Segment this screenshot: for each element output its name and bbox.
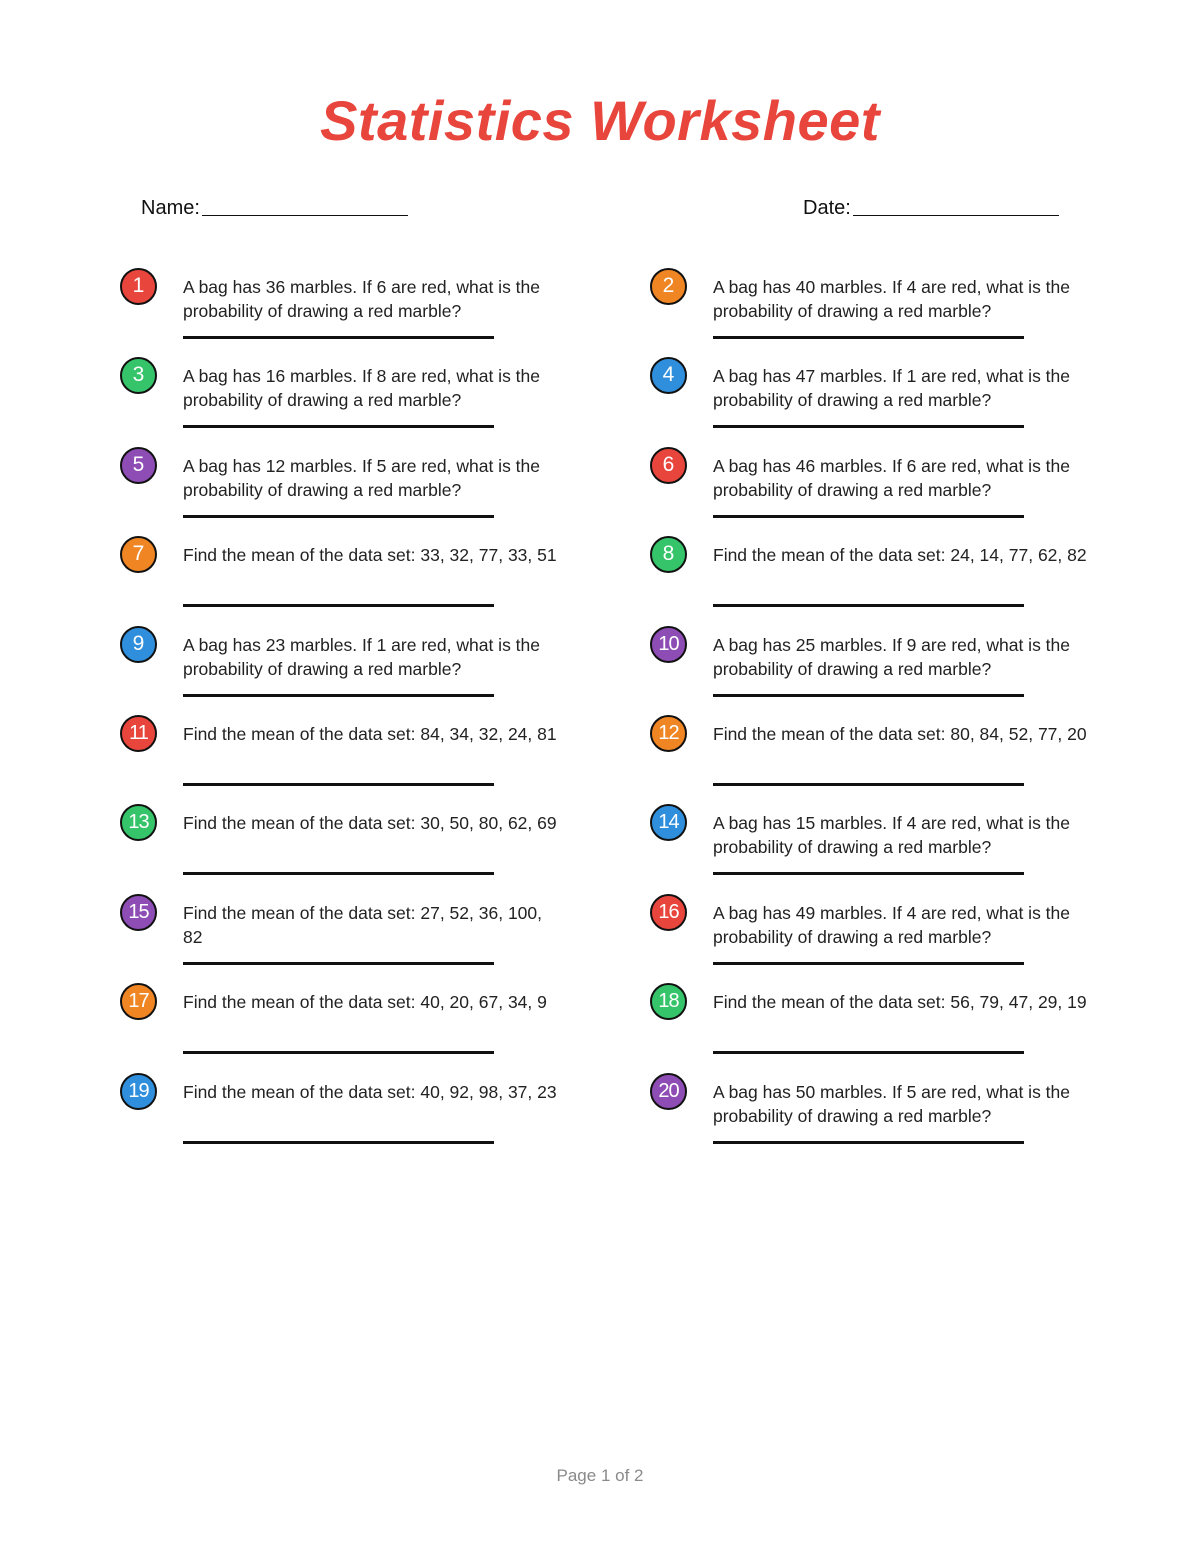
problem-item — [650, 804, 1120, 893]
problem-item — [650, 536, 1120, 625]
problem-text: A bag has 23 marbles. If 1 are red, what is the probability of drawing a red marble? — [183, 635, 541, 679]
problem-text: Find the mean of the data set: 30, 50, 80, 62, 69 — [183, 813, 557, 833]
problem-text: A bag has 50 marbles. If 5 are red, what is the probability of drawing a red marble? — [713, 1082, 1071, 1126]
answer-line[interactable] — [183, 336, 494, 339]
answer-line[interactable] — [183, 604, 494, 607]
problem-text: Find the mean of the data set: 84, 34, 32, 24, 81 — [183, 724, 557, 744]
problem-item — [120, 715, 590, 804]
problem-number-badge: 12 — [650, 715, 687, 752]
problem-number-badge: 8 — [650, 536, 687, 573]
problem-number-badge: 15 — [120, 894, 157, 931]
name-blank-line[interactable] — [202, 215, 408, 216]
problem-item — [120, 268, 590, 357]
answer-line[interactable] — [713, 694, 1024, 697]
problem-text: Find the mean of the data set: 24, 14, 77, 62, 82 — [713, 545, 1087, 565]
problem-item — [120, 626, 590, 715]
problem-number-badge: 19 — [120, 1073, 157, 1110]
problem-item — [120, 804, 590, 893]
problem-item — [120, 983, 590, 1072]
problem-number-badge: 18 — [650, 983, 687, 1020]
worksheet-title: Statistics Worksheet — [320, 89, 880, 152]
answer-line[interactable] — [713, 1141, 1024, 1144]
problem-number-badge: 7 — [120, 536, 157, 573]
date-label: Date: — [803, 197, 851, 219]
problem-text: A bag has 25 marbles. If 9 are red, what is the probability of drawing a red marble? — [713, 635, 1071, 679]
answer-line[interactable] — [713, 962, 1024, 965]
problem-item — [650, 894, 1120, 983]
problem-number-badge: 5 — [120, 447, 157, 484]
answer-line[interactable] — [713, 872, 1024, 875]
answer-line[interactable] — [713, 1051, 1024, 1054]
problem-number-badge: 4 — [650, 357, 687, 394]
date-blank-line[interactable] — [853, 215, 1059, 216]
problem-text: Find the mean of the data set: 27, 52, 36, 100, 82 — [183, 903, 542, 947]
problem-number-badge: 17 — [120, 983, 157, 1020]
answer-line[interactable] — [183, 783, 494, 786]
problem-item — [650, 1073, 1120, 1162]
problem-item — [650, 715, 1120, 804]
name-label: Name: — [141, 197, 200, 219]
problem-number-badge: 13 — [120, 804, 157, 841]
problem-number-badge: 1 — [120, 268, 157, 305]
problem-item — [650, 357, 1120, 446]
page-footer: Page 1 of 2 — [556, 1466, 644, 1485]
problem-text: A bag has 40 marbles. If 4 are red, what is the probability of drawing a red marble? — [713, 277, 1071, 321]
problem-item — [120, 1073, 590, 1162]
problem-number-badge: 20 — [650, 1073, 687, 1110]
problem-number-badge: 16 — [650, 894, 687, 931]
answer-line[interactable] — [183, 515, 494, 518]
problem-text: Find the mean of the data set: 80, 84, 52, 77, 20 — [713, 724, 1087, 744]
answer-line[interactable] — [183, 962, 494, 965]
problem-number-badge: 10 — [650, 626, 687, 663]
answer-line[interactable] — [183, 872, 494, 875]
problem-number-badge: 14 — [650, 804, 687, 841]
answer-line[interactable] — [713, 783, 1024, 786]
problem-text: Find the mean of the data set: 40, 92, 98, 37, 23 — [183, 1082, 557, 1102]
problem-text: A bag has 36 marbles. If 6 are red, what is the probability of drawing a red marble? — [183, 277, 541, 321]
problem-text: A bag has 15 marbles. If 4 are red, what is the probability of drawing a red marble? — [713, 813, 1071, 857]
problem-item — [650, 268, 1120, 357]
problem-text: Find the mean of the data set: 33, 32, 77, 33, 51 — [183, 545, 557, 565]
problem-number-badge: 9 — [120, 626, 157, 663]
problem-item — [120, 357, 590, 446]
answer-line[interactable] — [713, 425, 1024, 428]
date-field[interactable] — [803, 194, 1059, 220]
problem-item — [120, 536, 590, 625]
problem-text: A bag has 47 marbles. If 1 are red, what is the probability of drawing a red marble? — [713, 366, 1071, 410]
answer-line[interactable] — [713, 515, 1024, 518]
problem-text: A bag has 46 marbles. If 6 are red, what is the probability of drawing a red marble? — [713, 456, 1071, 500]
problem-item — [650, 447, 1120, 536]
answer-line[interactable] — [183, 1141, 494, 1144]
problem-number-badge: 6 — [650, 447, 687, 484]
problem-text: A bag has 12 marbles. If 5 are red, what is the probability of drawing a red marble? — [183, 456, 541, 500]
answer-line[interactable] — [183, 694, 494, 697]
problem-item — [650, 626, 1120, 715]
problem-number-badge: 3 — [120, 357, 157, 394]
answer-line[interactable] — [713, 604, 1024, 607]
problem-number-badge: 2 — [650, 268, 687, 305]
problem-item — [650, 983, 1120, 1072]
answer-line[interactable] — [183, 425, 494, 428]
answer-line[interactable] — [713, 336, 1024, 339]
problem-text: Find the mean of the data set: 40, 20, 67, 34, 9 — [183, 992, 547, 1012]
answer-line[interactable] — [183, 1051, 494, 1054]
problem-text: A bag has 49 marbles. If 4 are red, what is the probability of drawing a red marble? — [713, 903, 1071, 947]
problem-item — [120, 447, 590, 536]
problem-item — [120, 894, 590, 983]
problem-number-badge: 11 — [120, 715, 157, 752]
problem-text: A bag has 16 marbles. If 8 are red, what is the probability of drawing a red marble? — [183, 366, 541, 410]
problem-text: Find the mean of the data set: 56, 79, 47, 29, 19 — [713, 992, 1087, 1012]
name-field[interactable] — [141, 194, 408, 220]
